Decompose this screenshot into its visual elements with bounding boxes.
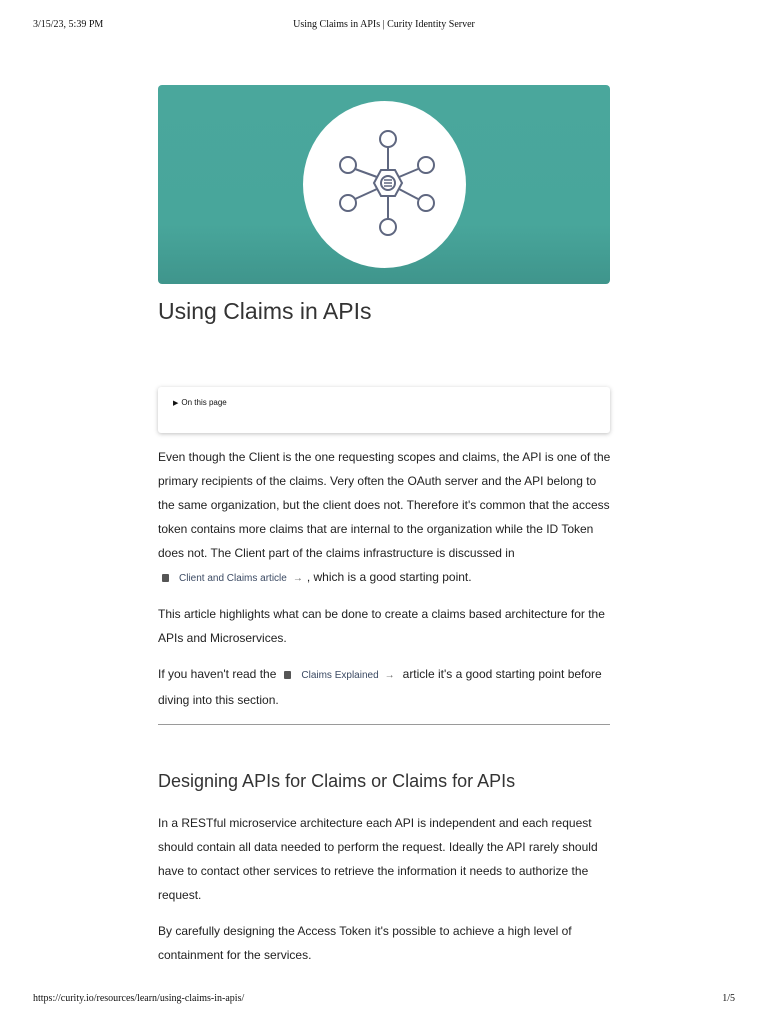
on-this-page-panel[interactable] bbox=[158, 387, 610, 433]
section-heading: Designing APIs for Claims or Claims for APIs bbox=[158, 771, 516, 791]
document-icon bbox=[162, 574, 169, 582]
claims-network-icon bbox=[303, 101, 466, 268]
client-and-claims-link-label: Client and Claims article bbox=[179, 573, 287, 584]
para3-text: If you haven't read the bbox=[158, 667, 277, 681]
document-icon bbox=[284, 671, 291, 679]
print-url: https://curity.io/resources/learn/using-claims-in-apis/ bbox=[33, 993, 245, 1004]
claims-explained-link-label: Claims Explained bbox=[301, 670, 379, 681]
arrow-right-icon: → bbox=[292, 573, 303, 584]
print-header bbox=[0, 19, 768, 31]
print-page-title: Using Claims in APIs | Curity Identity Server bbox=[293, 19, 475, 30]
section-divider bbox=[158, 724, 610, 725]
arrow-right-icon: → bbox=[384, 670, 395, 681]
disclosure-triangle-icon: ▶ bbox=[173, 400, 179, 407]
on-this-page-label: On this page bbox=[181, 398, 227, 407]
intro-paragraph bbox=[158, 445, 612, 591]
section-paragraph-1: In a RESTful microservice architecture each API is independent and each request should contain all data needed to perform the request. Ideally the API rarely should have to contact other services to retrieve the information it needs to authorize the request. bbox=[158, 816, 598, 902]
paragraph-3 bbox=[158, 662, 612, 712]
print-page-number: 1/5 bbox=[722, 993, 735, 1004]
print-footer bbox=[0, 993, 768, 1005]
hero-icon-circle bbox=[303, 101, 466, 268]
paragraph-2: This article highlights what can be done to create a claims based architecture for the APIs and Microservices. bbox=[158, 607, 605, 645]
intro-text-end: , which is a good starting point. bbox=[306, 570, 472, 584]
intro-text: Even though the Client is the one requesting scopes and claims, the API is one of the primary recipients of the claims. Very often the OAuth server and the API belong to the same organization, but the client does not. Therefore it's common that the access token contains more claims that are internal to the organization while the ID Token does not. The Client part of the claims infrastructure is discussed in bbox=[158, 450, 611, 560]
page-title: Using Claims in APIs bbox=[158, 298, 372, 324]
claims-explained-link[interactable] bbox=[284, 664, 394, 688]
section-paragraph-2: By carefully designing the Access Token it's possible to achieve a high level of containment for the services. bbox=[158, 924, 572, 962]
hero-banner bbox=[158, 85, 610, 284]
para3-text-end: article it's a good starting point before diving into this section. bbox=[158, 667, 602, 707]
on-this-page-toggle[interactable] bbox=[173, 398, 227, 407]
client-and-claims-link[interactable] bbox=[162, 567, 303, 591]
print-datetime: 3/15/23, 5:39 PM bbox=[33, 19, 104, 30]
